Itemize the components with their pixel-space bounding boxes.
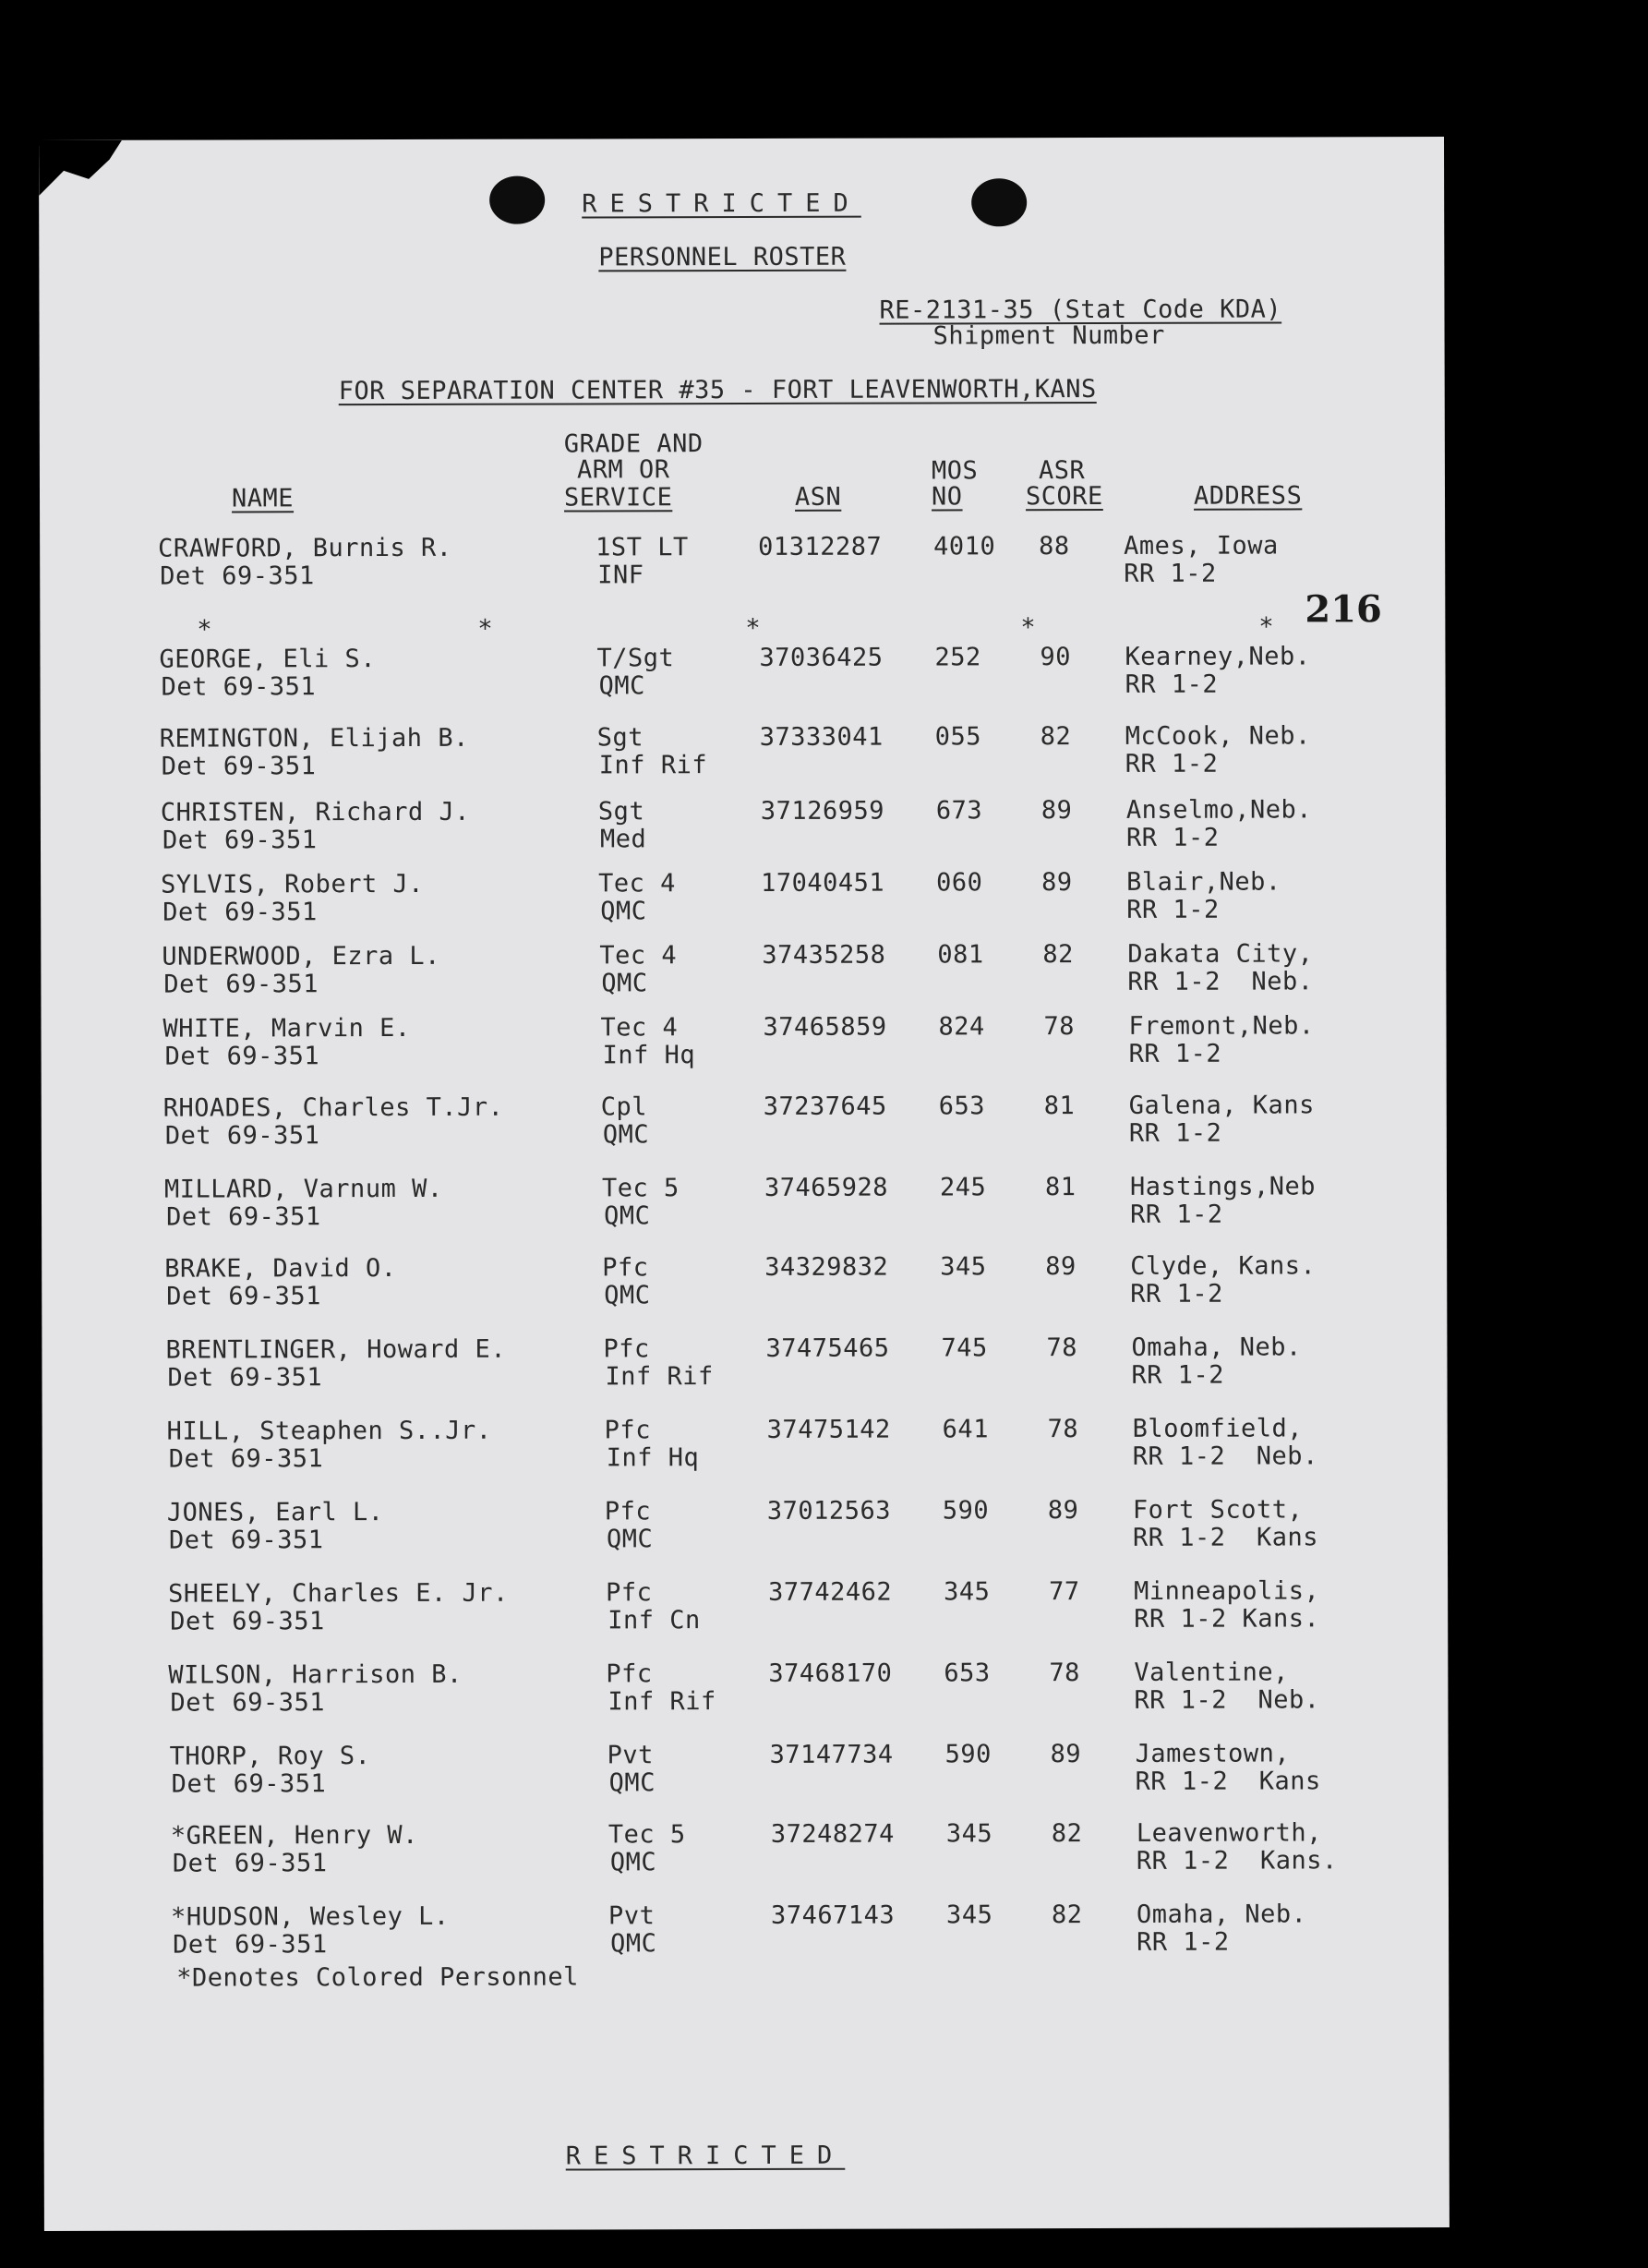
row-arm-service: Inf Hq [602, 1041, 696, 1070]
row-mos: 345 [945, 1900, 993, 1930]
row-asr-score: 78 [1047, 1415, 1079, 1444]
row-arm-service: QMC [602, 1120, 650, 1150]
row-arm-service: QMC [598, 671, 645, 701]
row-detachment: Det 69-351 [164, 1042, 320, 1071]
row-mos: 824 [938, 1012, 985, 1042]
row-address-route: RR 1-2 [1128, 1118, 1222, 1148]
row-mos: 245 [939, 1173, 987, 1202]
row-detachment: Det 69-351 [163, 970, 319, 999]
roster-title: PERSONNEL ROSTER [598, 242, 847, 272]
row-asn: 37742462 [768, 1577, 893, 1607]
row-detachment: Det 69-351 [162, 898, 318, 927]
row-address-route: RR 1-2 Kans. [1134, 1604, 1320, 1634]
row-asn: 37036425 [759, 643, 884, 672]
row-asn: 17040451 [761, 868, 885, 898]
row-mos: 653 [938, 1092, 986, 1121]
row-detachment: Det 69-351 [166, 1202, 321, 1232]
row-name: REMINGTON, Elijah B. [159, 723, 469, 754]
row-asr-score: 89 [1041, 868, 1073, 898]
row-name: RHOADES, Charles T.Jr. [162, 1092, 504, 1123]
row-mos: 590 [942, 1496, 990, 1526]
row-name: SYLVIS, Robert J. [161, 869, 424, 899]
row-address-city: Fremont,Neb. [1128, 1011, 1315, 1041]
punch-hole-right [971, 178, 1027, 226]
row-address-city: Bloomfield, [1132, 1414, 1304, 1443]
row-address-route: RR 1-2 Neb. [1134, 1685, 1320, 1715]
col-asr-2: SCORE [1025, 481, 1103, 512]
row-address-city: Anselmo,Neb. [1125, 795, 1313, 825]
row-address-city: Jamestown, [1135, 1739, 1291, 1768]
shipment-code: RE-2131-35 (Stat Code KDA) [879, 295, 1282, 325]
row-arm-service: QMC [604, 1281, 651, 1310]
row-asn: 37333041 [759, 722, 884, 752]
torn-corner [39, 140, 122, 196]
row-arm-service: Inf Cn [607, 1606, 701, 1635]
row-address-city: Dakata City, [1127, 939, 1314, 969]
row-grade: Pfc [606, 1659, 653, 1689]
row-asn: 37147734 [769, 1740, 894, 1769]
row-mos: 055 [934, 722, 982, 752]
row-name: BRAKE, David O. [164, 1253, 397, 1284]
row-address-route: RR 1-2 [1126, 895, 1220, 924]
row-address-city: McCook, Neb. [1125, 721, 1311, 751]
row-address-city: Leavenworth, [1136, 1818, 1322, 1848]
row-grade: Tec 5 [601, 1174, 680, 1203]
row-address-route: RR 1-2 [1130, 1279, 1223, 1309]
row-detachment: Det 69-351 [170, 1607, 325, 1636]
row-mos: 641 [942, 1415, 989, 1444]
row-asr-score: 89 [1047, 1496, 1079, 1526]
row-asn: 37248274 [770, 1819, 895, 1849]
row-grade: Pfc [604, 1497, 652, 1526]
row-address-city: Minneapolis, [1134, 1576, 1320, 1606]
row-asr-score: 82 [1042, 940, 1074, 970]
row-asn: 37468170 [768, 1659, 893, 1688]
row-mos: 745 [941, 1333, 988, 1363]
row-mos: 673 [935, 796, 983, 826]
row-arm-service: QMC [606, 1525, 654, 1554]
row-asr-score: 82 [1051, 1819, 1083, 1849]
punch-hole-left [489, 176, 545, 224]
row-name: MILLARD, Varnum W. [163, 1174, 443, 1204]
row-address-city: Blair,Neb. [1126, 867, 1281, 897]
row-name: WHITE, Marvin E. [162, 1013, 411, 1044]
row-grade: Sgt [597, 797, 645, 826]
row-grade: Pvt [607, 1741, 654, 1770]
row-asn: 01312287 [758, 532, 883, 561]
row-arm-service: Med [599, 825, 647, 854]
row-detachment: Det 69-351 [167, 1363, 323, 1393]
row-address-city: Fort Scott, [1132, 1495, 1304, 1525]
row-asn: 34329832 [764, 1252, 889, 1282]
row-mos: 590 [944, 1740, 992, 1769]
separator-mark: * [745, 613, 762, 643]
col-name: NAME [231, 484, 295, 513]
row-asr-score: 89 [1045, 1252, 1077, 1282]
row-arm-service: QMC [601, 969, 648, 998]
row-arm-service: Inf Hq [606, 1443, 700, 1473]
row-asn: 37467143 [770, 1900, 896, 1930]
row-grade: Tec 4 [600, 1013, 679, 1043]
row-address-route: RR 1-2 Neb. [1132, 1442, 1318, 1471]
row-asr-score: 89 [1050, 1740, 1082, 1769]
separator-mark: * [477, 614, 494, 644]
row-asr-score: 78 [1046, 1333, 1077, 1363]
row-mos: 345 [945, 1819, 993, 1849]
row-grade: Cpl [600, 1092, 648, 1122]
row-detachment: Det 69-351 [170, 1688, 326, 1718]
restricted-heading-bottom: RESTRICTED [565, 2141, 846, 2171]
row-address-city: Valentine, [1134, 1658, 1289, 1687]
row-asn: 37126959 [760, 796, 884, 826]
row-mos: 060 [936, 868, 983, 898]
row-detachment: Det 69-351 [166, 1282, 321, 1311]
row-address-route: RR 1-2 [1130, 1200, 1223, 1229]
row-mos: 081 [937, 940, 984, 970]
row-mos: 345 [940, 1252, 987, 1282]
row-address-route: RR 1-2 [1131, 1360, 1225, 1390]
row-address-route: RR 1-2 [1125, 823, 1220, 852]
row-asn: 37465928 [764, 1173, 889, 1202]
row-address-route: RR 1-2 [1124, 559, 1217, 588]
row-asr-score: 81 [1044, 1173, 1077, 1202]
separator-mark: * [197, 615, 213, 645]
row-asn: 37237645 [763, 1092, 887, 1121]
row-asr-score: 82 [1040, 722, 1072, 752]
row-detachment: Det 69-351 [173, 1930, 328, 1960]
row-arm-service: Inf Rif [605, 1362, 714, 1392]
destination-line: FOR SEPARATION CENTER #35 - FORT LEAVENWORTH,KANS [338, 375, 1097, 406]
row-address-route: RR 1-2 [1125, 749, 1219, 778]
row-address-route: RR 1-2 Neb. [1127, 967, 1314, 996]
col-grade-1: GRADE AND [563, 429, 704, 459]
row-name: WILSON, Harrison B. [168, 1659, 463, 1690]
row-grade: Tec 4 [598, 869, 676, 899]
row-asn: 37435258 [762, 940, 886, 970]
row-address-route: RR 1-2 Kans [1135, 1767, 1321, 1796]
row-address-city: Clyde, Kans. [1130, 1251, 1317, 1281]
row-asr-score: 77 [1049, 1577, 1080, 1607]
footnote: *Denotes Colored Personnel [176, 1962, 579, 1993]
row-name: SHEELY, Charles E. Jr. [168, 1578, 509, 1609]
row-detachment: Det 69-351 [172, 1849, 328, 1878]
shipment-label: Shipment Number [932, 320, 1165, 351]
row-name: *GREEN, Henry W. [170, 1820, 418, 1851]
row-address-city: Hastings,Neb [1129, 1172, 1317, 1201]
row-asn: 37465859 [763, 1012, 887, 1042]
row-address-city: Omaha, Neb. [1131, 1333, 1302, 1362]
document-page [39, 137, 1450, 2231]
row-arm-service: INF [597, 561, 644, 590]
row-address-route: RR 1-2 Kans. [1136, 1846, 1338, 1876]
row-asr-score: 78 [1043, 1012, 1076, 1042]
row-name: HILL, Steaphen S..Jr. [166, 1416, 492, 1446]
row-address-route: RR 1-2 [1128, 1039, 1222, 1068]
row-grade: 1ST LT [595, 533, 689, 562]
row-detachment: Det 69-351 [168, 1444, 324, 1474]
col-mos-1: MOS [931, 456, 979, 486]
col-asr-1: ASR [1038, 456, 1086, 486]
row-mos: 653 [944, 1659, 991, 1688]
row-detachment: Det 69-351 [164, 1121, 320, 1151]
row-asr-score: 78 [1049, 1659, 1080, 1688]
page-number: 216 [1305, 587, 1382, 632]
row-address-city: Kearney,Neb. [1125, 642, 1311, 671]
row-address-city: Galena, Kans [1128, 1091, 1315, 1120]
row-arm-service: QMC [604, 1201, 651, 1231]
row-asr-score: 81 [1043, 1092, 1076, 1121]
row-mos: 4010 [933, 532, 996, 561]
row-name: GEORGE, Eli S. [159, 645, 377, 674]
row-name: UNDERWOOD, Ezra L. [162, 941, 440, 971]
col-grade-2: ARM OR [576, 455, 670, 485]
row-detachment: Det 69-351 [171, 1769, 327, 1799]
col-grade-3: SERVICE [563, 483, 673, 513]
row-name: *HUDSON, Wesley L. [170, 1901, 450, 1932]
row-grade: Pfc [606, 1578, 653, 1608]
col-mos-2: NO [931, 482, 963, 512]
row-asn: 37475465 [765, 1333, 890, 1363]
row-grade: Pfc [602, 1253, 649, 1283]
row-grade: Tec 5 [607, 1820, 686, 1850]
row-asr-score: 90 [1040, 643, 1072, 672]
row-detachment: Det 69-351 [161, 672, 317, 702]
row-asr-score: 82 [1051, 1900, 1083, 1930]
row-asr-score: 88 [1039, 532, 1070, 561]
row-arm-service: Inf Rif [598, 751, 708, 780]
row-arm-service: Inf Rif [607, 1687, 716, 1717]
row-mos: 252 [934, 643, 981, 672]
row-name: JONES, Earl L. [166, 1498, 384, 1527]
row-name: CRAWFORD, Burnis R. [158, 533, 452, 563]
row-grade: Pfc [603, 1334, 650, 1364]
row-asn: 37012563 [766, 1496, 891, 1526]
row-address-route: RR 1-2 Kans [1132, 1523, 1319, 1552]
row-address-city: Ames, Iowa [1124, 531, 1279, 561]
row-name: BRENTLINGER, Howard E. [165, 1334, 507, 1365]
row-name: THORP, Roy S. [169, 1742, 371, 1771]
separator-mark: * [1020, 613, 1037, 643]
row-asn: 37475142 [766, 1415, 891, 1444]
row-grade: T/Sgt [596, 644, 675, 673]
row-detachment: Det 69-351 [160, 561, 315, 591]
row-address-route: RR 1-2 [1125, 670, 1219, 699]
row-address-route: RR 1-2 [1137, 1927, 1230, 1957]
row-address-city: Omaha, Neb. [1136, 1900, 1307, 1929]
row-arm-service: QMC [600, 897, 647, 926]
row-detachment: Det 69-351 [161, 752, 317, 781]
row-grade: Sgt [596, 723, 644, 753]
row-arm-service: QMC [608, 1768, 656, 1798]
row-detachment: Det 69-351 [168, 1526, 324, 1555]
row-name: CHRISTEN, Richard J. [160, 797, 471, 827]
row-arm-service: QMC [609, 1848, 657, 1877]
row-detachment: Det 69-351 [162, 826, 318, 855]
restricted-heading-top: RESTRICTED [582, 188, 861, 219]
row-mos: 345 [944, 1577, 991, 1607]
row-grade: Tec 4 [599, 941, 678, 971]
row-asr-score: 89 [1041, 796, 1073, 826]
row-grade: Pfc [604, 1416, 651, 1445]
col-asn: ASN [794, 482, 842, 512]
col-address: ADDRESS [1193, 481, 1303, 511]
separator-mark: * [1258, 612, 1275, 642]
row-arm-service: QMC [610, 1929, 657, 1959]
row-grade: Pvt [607, 1901, 656, 1931]
